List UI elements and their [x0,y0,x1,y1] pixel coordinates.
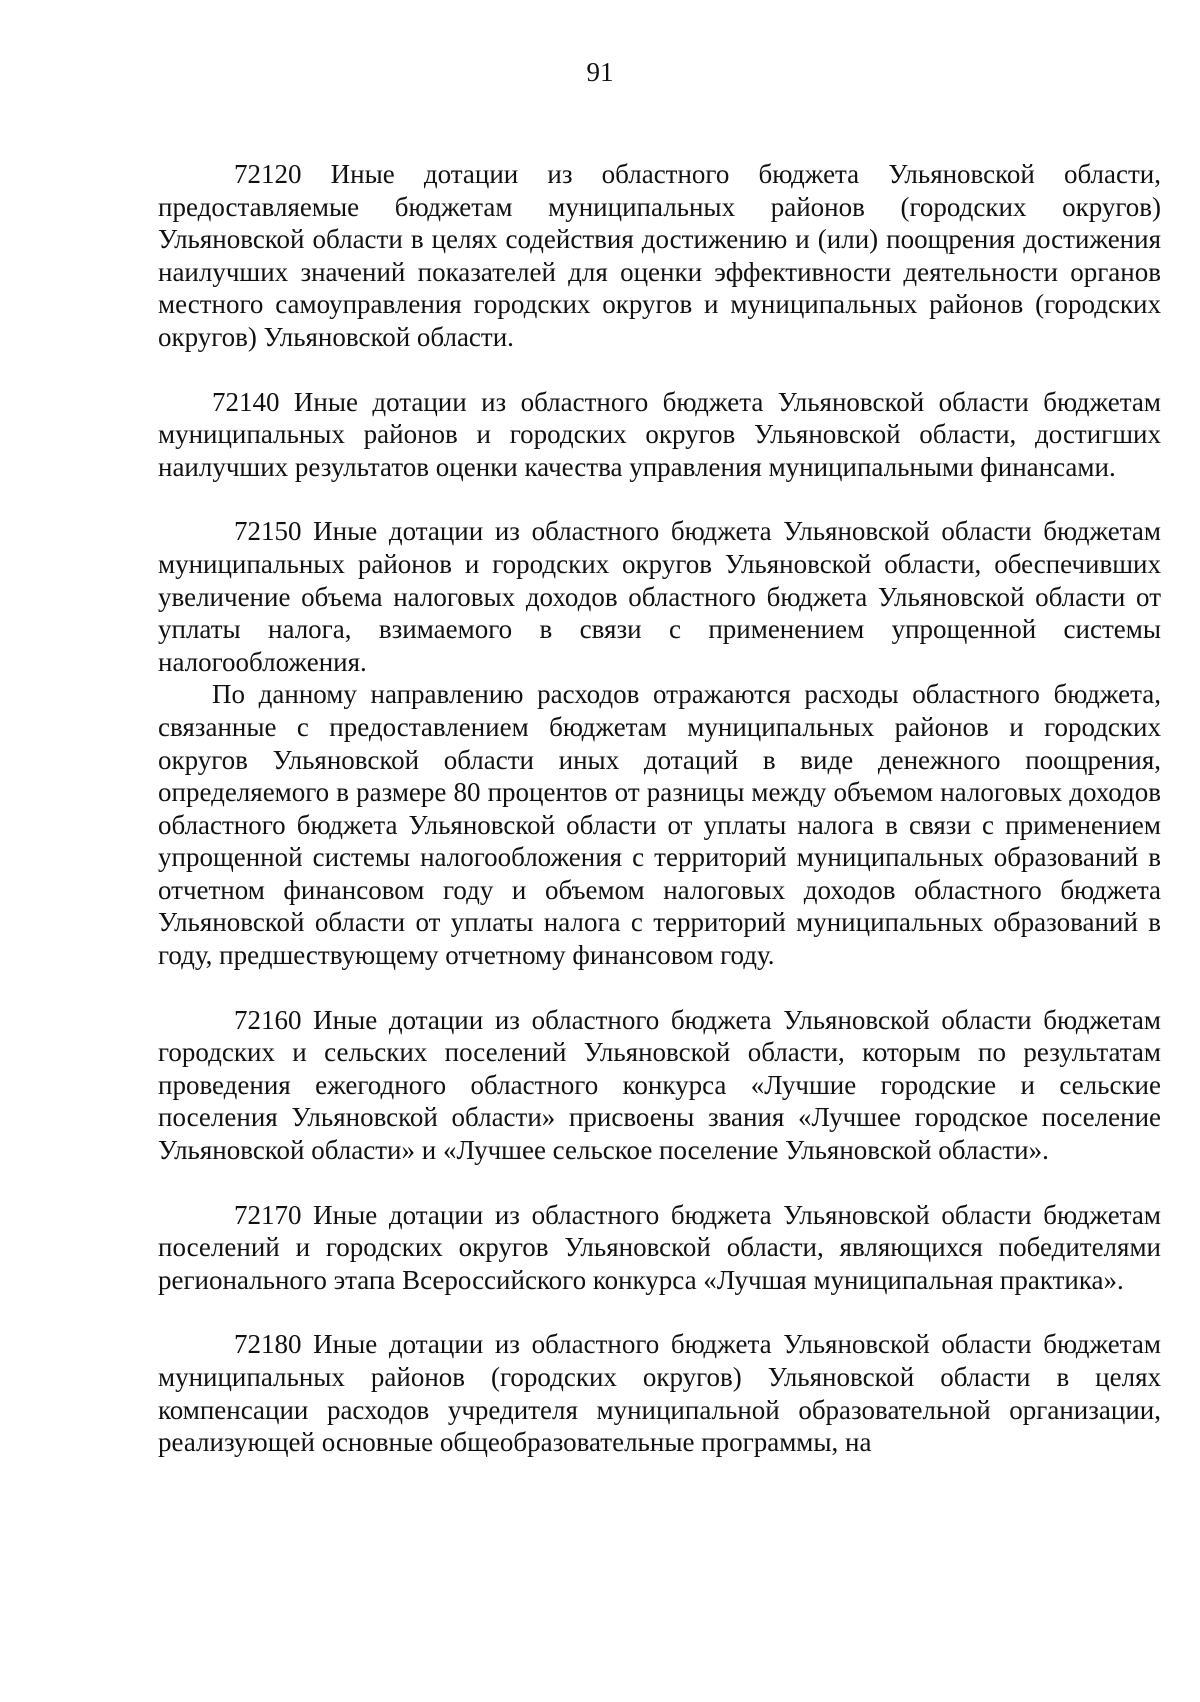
paragraph-72120: 72120 Иные дотации из областного бюджета Ульяновской области, предоставляемые бюджетам муниципальных районов (городских округов) Ульяновской области в целях содействия достижению и (или) поощрения достижения наилучших значений показателей для оценки эффективности деятельности органов местного самоуправления городских округов и муниципальных районов (городских округов) Ульяновской области. [158,159,1161,352]
paragraph-72180: 72180 Иные дотации из областного бюджета Ульяновской области бюджетам муниципальных районов (городских округов) Ульяновской области в целях компенсации расходов учредителя муниципальной образовательной организации, реализующей основные общеобразовательные программы, на [158,1329,1161,1458]
paragraph-spacer [158,483,1161,515]
paragraph-spacer [158,354,1161,386]
paragraph-spacer [158,1296,1161,1328]
paragraph-spacer [158,1167,1161,1199]
paragraph-72150: 72150 Иные дотации из областного бюджета Ульяновской области бюджетам муниципальных районов и городских округов Ульяновской области, обеспечивших увеличение объема налоговых доходов областного бюджета Ульяновской области от уплаты налога, взимаемого в связи с применением упрощенной системы налогообложения. [158,516,1161,677]
paragraph-72170: 72170 Иные дотации из областного бюджета Ульяновской области бюджетам поселений и городских округов Ульяновской области, являющихся победителями регионального этапа Всероссийского конкурса «Лучшая муниципальная практика». [158,1199,1161,1295]
page-number: 91 [586,57,614,87]
paragraph-spacer [158,972,1161,1004]
paragraph-72150-explanation: По данному направлению расходов отражаются расходы областного бюджета, связанные с предоставлением бюджетам муниципальных районов и городских округов Ульяновской области иных дотаций в виде денежного поощрения, определяемого в размере 80 процентов от разницы между объемом налоговых доходов областного бюджета Ульяновской области от уплаты налога в связи с применением упрощенной системы налогообложения с территорий муниципальных образований в отчетном финансовом году и объемом налоговых доходов областного бюджета Ульяновской области от уплаты налога с территорий муниципальных образований в году, предшествующему отчетному финансовом году. [158,679,1161,971]
document-body [158,158,1161,1459]
paragraph-72140: 72140 Иные дотации из областного бюджета Ульяновской области бюджетам муниципальных районов и городских округов Ульяновской области, достигших наилучших результатов оценки качества управления муниципальными финансами. [158,386,1161,482]
paragraph-72160: 72160 Иные дотации из областного бюджета Ульяновской области бюджетам городских и сельских поселений Ульяновской области, которым по результатам проведения ежегодного областного конкурса «Лучшие городские и сельские поселения Ульяновской области» присвоены звания «Лучшее городское поселение Ульяновской области» и «Лучшее сельское поселение Ульяновской области». [158,1004,1161,1166]
